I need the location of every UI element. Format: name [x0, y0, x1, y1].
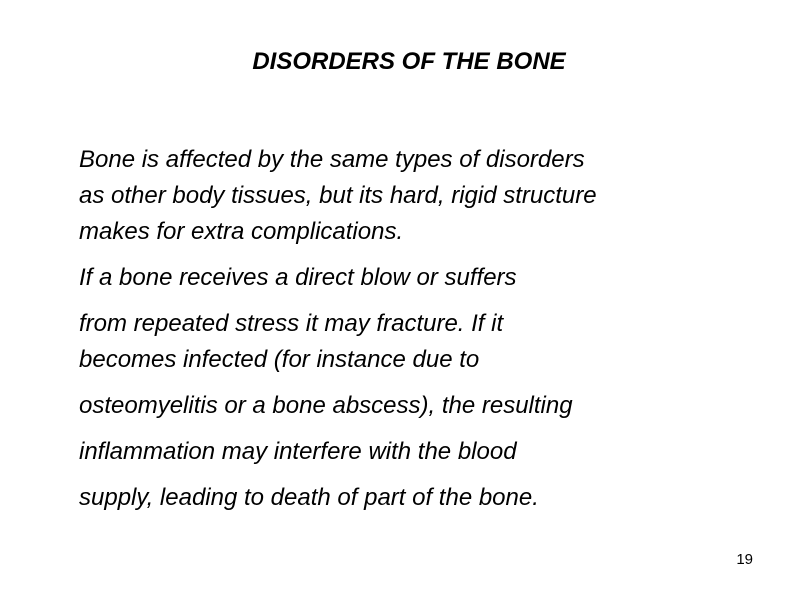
text-line: makes for extra complications.	[79, 218, 404, 245]
text-line: from repeated stress it may fracture. If it	[79, 310, 504, 337]
text-line: as other body tissues, but its hard, rigid structure	[79, 182, 597, 209]
page-number: 19	[736, 551, 753, 568]
paragraph	[79, 260, 779, 296]
paragraph	[79, 306, 779, 378]
paragraph	[79, 142, 779, 250]
paragraph	[79, 388, 779, 424]
text-line: If a bone receives a direct blow or suffers	[79, 264, 517, 291]
slide-body	[79, 142, 779, 516]
paragraph	[79, 480, 779, 516]
text-line: inflammation may interfere with the blood	[79, 438, 517, 465]
paragraph	[79, 434, 779, 470]
slide-title: DISORDERS OF THE BONE	[252, 48, 566, 75]
text-line: Bone is affected by the same types of disorders	[79, 146, 585, 173]
text-line: osteomyelitis or a bone abscess), the resulting	[79, 392, 573, 419]
text-line: becomes infected (for instance due to	[79, 346, 480, 373]
text-line: supply, leading to death of part of the bone.	[79, 484, 539, 511]
